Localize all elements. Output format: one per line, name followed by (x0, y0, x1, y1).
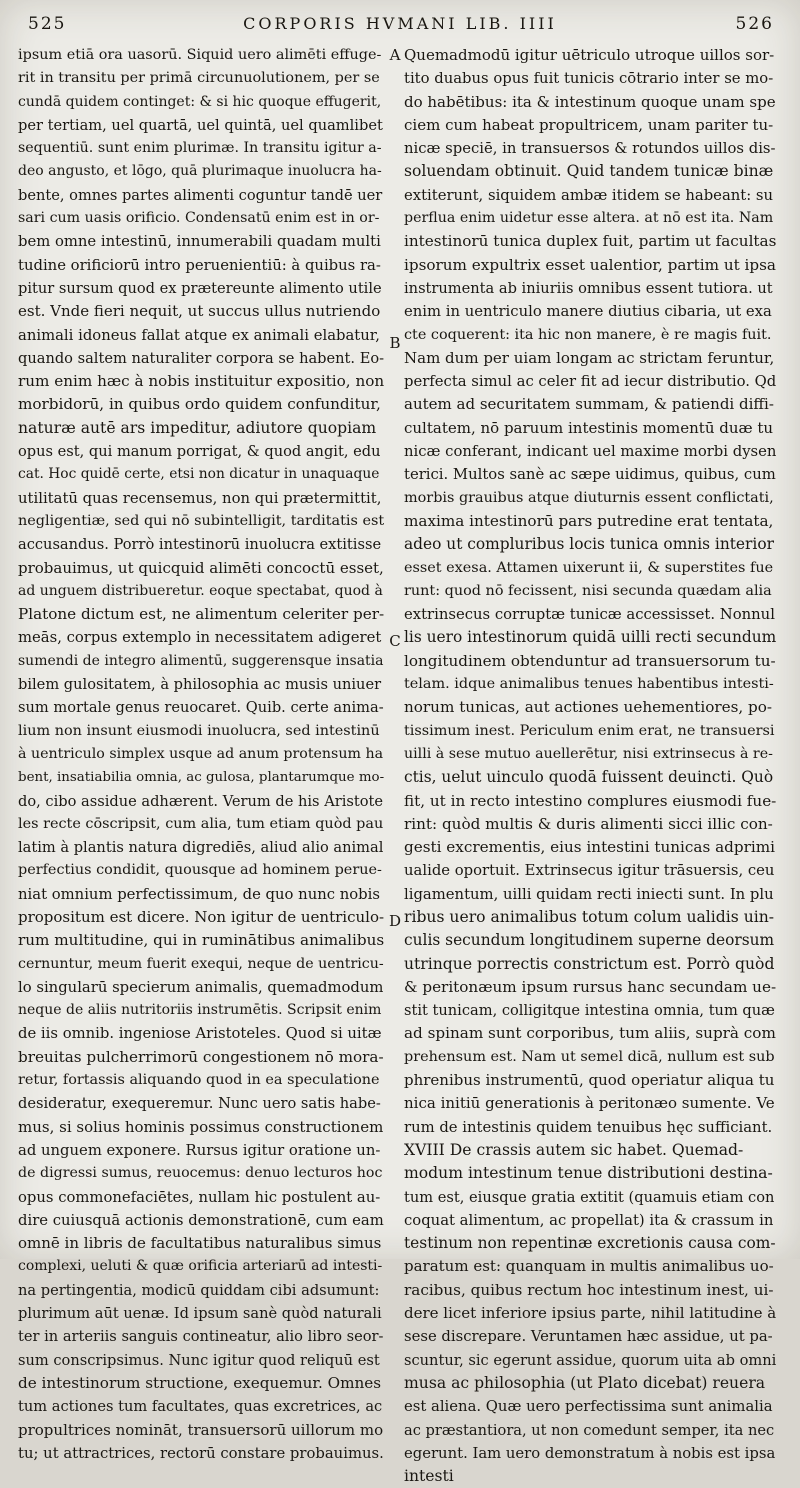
left-column-line: na pertingentia, modicū quiddam cibi adsumunt: (18, 1281, 380, 1299)
right-column-line: extrinsecus corruptæ tunicæ accessisset. Nonnul (404, 606, 775, 624)
right-column-line: lis uero intestinorum quidā uilli recti secundum (404, 628, 777, 647)
left-column-line: ter in arteriis sanguis contineatur, alio libro seor- (18, 1328, 384, 1346)
page-number-right: 526 (735, 14, 774, 34)
left-column-line: les recte cōscripsit, cum alia, tum etiam quòd pau (18, 815, 384, 832)
left-column-line: dire cuiusquā actionis demonstrationē, cum eam (18, 1211, 384, 1229)
left-column-line: sequentiū. sunt enim plurimæ. In transitu igitur a- (18, 140, 382, 157)
left-column-line: breuitas pulcherrimorū congestionem nō mora- (18, 1047, 384, 1066)
margin-letter-a: A (389, 46, 401, 64)
right-column-line: musa ac philosophia (ut Plato dicebat) reuera (404, 1373, 766, 1392)
left-column-line: cernuntur, meum fuerit exequi, neque de uentricu- (18, 955, 384, 972)
left-column-line: retur, fortassis aliquando quod in ea speculatione (18, 1072, 380, 1089)
left-column-line: opus commonefaciētes, nullam hic postulent au- (18, 1188, 381, 1206)
margin-letter-c: C (389, 632, 401, 650)
right-column-line: runt: quod nō fecissent, nisi secunda quædam alia (404, 582, 772, 599)
left-column-line: Platone dictum est, ne alimentum celeriter per- (18, 605, 385, 624)
right-column-line: ribus uero animalibus totum colum ualidis uin- (404, 907, 775, 926)
left-column-line: accusandus. Porrò intestinorū inuolucra extitisse (18, 536, 382, 554)
left-column-line: rum enim hæc à nobis instituitur expositio, non (18, 372, 385, 391)
left-column-line: de intestinorum structione, exequemur. Omnes (18, 1373, 382, 1392)
right-column-line: ac præstantiora, ut non comedunt semper, ita nec (404, 1421, 775, 1439)
right-column-line: maxima intestinorū pars putredine erat tentata, (404, 511, 774, 530)
left-column-line: naturæ autē ars impeditur, adiutore quopiam (18, 418, 377, 437)
left-column-line: niat omnium perfectissimum, de quo nunc nobis (18, 885, 380, 903)
right-column-line: modum intestinum tenue distributioni destina- (404, 1164, 773, 1183)
left-column-line: utilitatū quas recensemus, non qui prætermittit, (18, 489, 382, 507)
right-column-line: cte coquerent: ita hic non manere, è re magis fuit. (404, 326, 772, 343)
right-column-line: tissimum inest. Periculum enim erat, ne transuersi (404, 722, 775, 739)
right-column-line: ctis, uelut uinculo quodā fuissent deuincti. Quò (404, 768, 774, 787)
right-column-line: tum est, eiusque gratia extitit (quamuis etiam con (404, 1188, 775, 1206)
left-column-line: perfectius condidit, quousque ad hominem perue- (18, 862, 382, 879)
left-column-line: propultrices nomināt, transuersorū uillorum mo (18, 1420, 384, 1439)
right-column-line: utrinque porrectis constrictum est. Porrò quòd (404, 954, 775, 973)
right-column-line: scuntur, sic egerunt assidue, quorum uita ab omni (404, 1351, 777, 1369)
left-column-line: sari cum uasis orificio. Condensatū enim est in or- (18, 210, 380, 227)
left-column-line: probauimus, ut quicquid alimēti concoctū esset, (18, 558, 384, 577)
left-column-line: est. Vnde fieri nequit, ut succus ullus nutriendo (18, 302, 381, 321)
left-column-line: sum conscripsimus. Nunc igitur quod reliquū est (18, 1351, 380, 1369)
right-text-column (404, 44, 777, 1486)
right-column-line: nica initiū generationis à peritonæo sumente. Ve (404, 1094, 775, 1113)
left-column-line: negligentiæ, sed qui nō subintelligit, tarditatis est (18, 512, 385, 529)
right-column-line: coquat alimentum, ac propellat) ita & crassum in (404, 1211, 774, 1229)
right-column-line: ligamentum, uilli quidam recti iniecti sunt. In plu (404, 885, 774, 903)
left-column-line: morbidorū, in quibus ordo quidem confunditur, (18, 395, 381, 414)
left-column-line: sum mortale genus reuocaret. Quib. certe anima- (18, 699, 384, 717)
right-column-line: gesti excrementis, eius intestini tunicas adprimi (404, 838, 775, 857)
left-column-line: mus, si solius hominis possimus constructionem (18, 1117, 384, 1136)
right-column-line: nicæ speciē, in transuersos & rotundos uillos dis- (404, 140, 776, 158)
left-column-line: animali idoneus fallat atque ex animali elabatur, (18, 326, 380, 344)
right-column-line: norum tunicas, aut actiones uehementiores, po- (404, 698, 773, 717)
right-column-line: Quemadmodū igitur uētriculo utroque uillos sor- (404, 46, 775, 64)
right-column-line: esset exesa. Attamen uixerunt ii, & superstites fue (404, 559, 774, 576)
right-column-line: tito duabus opus fuit tunicis cōtrario inter se mo- (404, 70, 774, 88)
left-column-line: ad unguem exponere. Rursus igitur oratione un- (18, 1141, 381, 1159)
right-column-line: egerunt. Iam uero demonstratum à nobis est ipsa (404, 1444, 776, 1462)
left-column-line: lo singularū specierum animalis, quemadmodum (18, 978, 384, 996)
right-column-line: ciem cum habeat propultricem, unam pariter tu- (404, 115, 774, 134)
right-column-line: dere licet inferiore ipsius parte, nihil latitudine à (404, 1304, 777, 1323)
right-column-line: ipsorum expultrix esset ualentior, partim ut ipsa (404, 255, 776, 274)
right-column-line: uilli à sese mutuo auellerētur, nisi extrinsecus à re- (404, 745, 773, 762)
right-column-line: telam. idque animalibus tenues habentibus intesti- (404, 676, 774, 693)
left-column-line: quando saltem naturaliter corpora se habent. Eo- (18, 349, 385, 367)
right-column-line: racibus, quibus rectum hoc intestinum inest, ui- (404, 1280, 774, 1299)
running-title: CORPORIS HVMANI LIB. IIII (243, 14, 557, 33)
right-column-line: enim in uentriculo manere diutius cibaria, ut exa (404, 303, 772, 321)
left-column-line: tudine orificiorū intro peruenientiū: à quibus ra- (18, 256, 381, 274)
right-column-line: ad spinam sunt corporibus, tum aliis, suprà com (404, 1024, 776, 1043)
margin-section-letters (386, 44, 404, 1244)
left-column-line: plurimum aūt uenæ. Id ipsum sanè quòd naturali (18, 1305, 382, 1323)
left-column-line: à uentriculo simplex usque ad anum protensum ha (18, 745, 384, 762)
right-column-line: perflua enim uidetur esse altera. at nō est ita. Nam (404, 210, 774, 227)
left-column-line: bente, omnes partes alimenti coguntur tandē uer (18, 186, 383, 204)
left-column-line: bem omne intestinū, innumerabili quadam multi (18, 233, 381, 251)
left-column-line: opus est, qui manum porrigat, & quod angit, edu (18, 443, 381, 461)
left-column-line: tum actiones tum facultates, quas excretrices, ac (18, 1398, 383, 1416)
left-column-line: cat. Hoc quidē certe, etsi non dicatur in unaquaque (18, 466, 380, 483)
left-column-line: de iis omnib. ingeniose Aristoteles. Quod si uitæ (18, 1025, 382, 1043)
left-column-line: ad unguem distribueretur. eoque spectabat, quod à (18, 582, 383, 599)
left-column-line: rit in transitu per primā circunuolutionem, per se (18, 70, 380, 87)
right-column-line: prehensum est. Nam ut semel dicā, nullum est sub (404, 1048, 775, 1065)
right-column-line: rint: quòd multis & duris alimenti sicci illic con- (404, 814, 773, 833)
right-column-line: fit, ut in recto intestino complures eiusmodi fue- (404, 791, 777, 810)
right-column-line: sese discrepare. Veruntamen hæc assidue, ut pa- (404, 1328, 773, 1346)
right-column-line: terici. Multos sanè ac sæpe uidimus, quibus, cum (404, 466, 776, 484)
left-column-line: propositum est dicere. Non igitur de uentriculo- (18, 907, 385, 926)
left-column-line: bilem gulositatem, à philosophia ac musis uniuer (18, 676, 382, 694)
left-column-line: complexi, ueluti & quæ orificia arteriarū ad intesti- (18, 1258, 383, 1275)
right-column-line: est aliena. Quæ uero perfectissima sunt animalia (404, 1398, 773, 1416)
right-column-line: cultatem, nō paruum intestinis momentū duæ tu (404, 418, 774, 437)
left-column-line: per tertiam, uel quartā, uel quintā, uel quamlibet (18, 116, 383, 134)
margin-letter-d: D (388, 912, 402, 930)
right-column-line: do habētibus: ita & intestinum quoque unam spe (404, 92, 776, 111)
right-column-line: testinum non repentinæ excretionis causa com- (404, 1234, 776, 1253)
margin-letter-b: B (389, 334, 401, 352)
right-column-line: paratum est: quanquam in multis animalibus uo- (404, 1257, 774, 1276)
right-column-line: Nam dum per uiam longam ac strictam feruntur, (404, 348, 775, 367)
running-header (0, 12, 800, 40)
left-column-line: latim à plantis natura digrediēs, aliud alio animal (18, 839, 384, 857)
left-column-line: sumendi de integro alimentū, suggerensque insatia (18, 652, 384, 669)
right-column-line: nicæ conferant, indicant uel maxime morbi dysen (404, 443, 777, 461)
right-column-line: autem ad securitatem summam, & patiendi diffi- (404, 395, 774, 414)
right-column-line: XVIII De crassis autem sic habet. Quemad- (404, 1140, 744, 1159)
right-column-line: extiterunt, siquidem ambæ itidem se habeant: su (404, 186, 774, 204)
right-column-line: morbis grauibus atque diuturnis essent conflictati, (404, 489, 774, 506)
right-column-line: intesti (404, 1467, 454, 1486)
left-column-line: neque de aliis nutritoriis instrumētis. Scripsit enim (18, 1002, 382, 1019)
left-column-line: de digressi sumus, reuocemus: denuo lecturos hoc (18, 1165, 383, 1182)
left-column-line: meās, corpus extemplo in necessitatem adigeret (18, 629, 382, 647)
left-column-line: rum multitudine, qui in ruminātibus animalibus (18, 931, 385, 950)
right-column-line: stit tunicam, colligitque intestina omnia, tum quæ (404, 1002, 775, 1020)
right-column-line: rum de intestinis quidem tenuibus hęc sufficiant. (404, 1118, 773, 1136)
right-column-line: perfecta simul ac celer fit ad iecur distributio. Qd (404, 373, 777, 391)
left-column-line: do, cibo assidue adhærent. Verum de his Aristote (18, 792, 384, 810)
left-column-line: deo angusto, et lōgo, quā plurimaque inuolucra ha- (18, 163, 382, 180)
right-column-line: phrenibus instrumentū, quod operiatur aliqua tu (404, 1071, 775, 1090)
left-column-line: desideratur, exequeremur. Nunc uero satis habe- (18, 1095, 381, 1113)
right-column-line: adeo ut compluribus locis tunica omnis interior (404, 535, 774, 554)
left-column-line: lium non insunt eiusmodi inuolucra, sed intestinū (18, 722, 380, 739)
left-column-line: cundā quidem continget: & si hic quoque effugerit, (18, 93, 382, 110)
right-column-line: intestinorū tunica duplex fuit, partim ut facultas (404, 232, 777, 251)
left-column-line: ipsum etiā ora uasorū. Siquid uero alimēti effuge- (18, 47, 382, 63)
right-column-line: & peritonæum ipsum rursus hanc secundam ue- (404, 977, 777, 996)
left-text-column (18, 44, 385, 1462)
left-column-line: bent, insatiabilia omnia, ac gulosa, plantarumque mo- (18, 770, 385, 786)
right-column-line: culis secundum longitudinem superne deorsum (404, 931, 775, 950)
right-column-line: ualide oportuit. Extrinsecus igitur trāsuersis, ceu (404, 862, 775, 880)
page-number-left: 525 (28, 14, 67, 34)
right-column-line: soluendam obtinuit. Quid tandem tunicæ binæ (404, 162, 774, 181)
right-column-line: longitudinem obtenduntur ad transuersorum tu- (404, 651, 776, 670)
right-column-line: instrumenta ab iniuriis omnibus essent tutiora. ut (404, 279, 773, 297)
left-column-line: tu; ut attractrices, rectorū constare probauimus. (18, 1444, 384, 1462)
left-column-line: omnē in libris de facultatibus naturalibus simus (18, 1234, 382, 1253)
left-column-line: pitur sursum quod ex prætereunte alimento utile (18, 279, 382, 297)
